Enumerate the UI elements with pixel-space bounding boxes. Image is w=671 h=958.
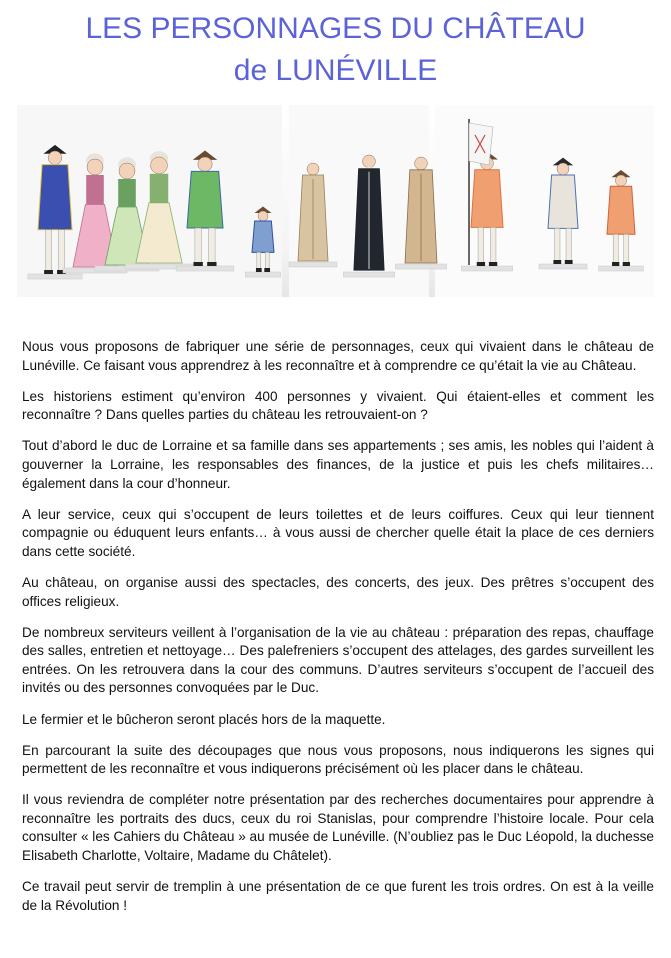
figurine-stand [245,272,280,277]
paragraph: Nous vous proposons de fabriquer une série de personnages, ceux qui vivaient dans le château de Lunéville. Ce faisant vous apprendrez à les reconnaître et à comprendre ce qu’était la vie au Château. [22,339,654,373]
figurine-shoe [565,260,573,264]
paragraph: Il vous reviendra de compléter notre présentation par des recherches documentaires pour apprendre à reconnaître les portraits des ducs, ceux du roi Stanislas, pour comprendre l’histoire locale. Pour cela consulter « les Cahiers du Château » au musée de Lunéville. (N’oubliez pas le Duc Léopold, la duchesse Elisabeth Charlotte, Voltaire, Madame du Châtelet). [22,792,654,864]
figurine-head [615,175,626,186]
figurine-shoe [477,262,485,266]
figurine-stand [289,262,337,267]
figurine-shoe [207,262,216,266]
figurine-leg [45,230,51,271]
paragraph: A leur service, ceux qui s’occupent de leurs toilettes et de leurs coiffures. Ceux qui leur tiennent compagnie ou éduquent leurs enfants… à vous aussi de chercher quelle était la place de ces derniers dans cette société. [22,506,654,559]
figurine-leg [257,252,261,269]
figurine-head [198,157,212,171]
figurine-stand [461,266,512,271]
figurine-bodice [86,175,104,205]
figurine-head [119,163,135,179]
figurine-shoe [489,262,497,266]
paragraph: Le fermier et le bûcheron seront placés hors de la maquette. [22,711,386,727]
figurine-leg [624,234,629,263]
figurine-shoe [193,262,202,266]
figurine-leg [490,227,496,263]
figurine-stand [599,266,644,271]
figurine-leg [555,228,560,261]
figurine-leg [195,228,201,263]
figurine-head [307,163,319,175]
figurine-bodice [118,179,136,207]
figurine-shoe [264,268,270,272]
title-line-1: LES PERSONNAGES DU CHÂTEAU [85,12,586,45]
figurine-leg [58,230,64,271]
body-text [22,338,654,928]
figurine-shoe [612,262,619,266]
figurine-stand [343,272,394,277]
figurines-illustration [17,105,654,297]
figurine-stand [176,266,234,271]
figurine-leg [613,234,618,263]
paragraph: Ce travail peut servir de tremplin à une présentation de ce que furent les trois ordres. On est à la veille de la Révolution ! [22,879,654,913]
figurine-bodice [150,174,168,203]
title-line-2: de LUNÉVILLE [233,54,438,87]
paragraph: Tout d’abord le duc de Lorraine et sa famille dans ses appartements ; ses amis, les nobles qui l’aident à gouverner la Lorraine, les responsables des finances, de la justice et puis les chefs militaires… également dans la cour d’honneur. [22,438,654,491]
paragraph: En parcourant la suite des découpages que nous vous proposons, nous indiquerons les signes qui permettent de les reconnaître et vous indiquerons précisément où les placer dans le château. [22,742,654,777]
figurines-photo [17,105,654,297]
figurine-head [415,157,428,170]
figurine-head [87,159,103,175]
figurine-stand [395,264,446,269]
figurine-head [258,211,268,221]
figurine-leg [265,252,269,269]
figurine-head [48,151,62,165]
figurine-head [557,163,569,175]
paragraph: Au château, on organise aussi des spectacles, des concerts, des jeux. Des prêtres s’occupent des offices religieux. [22,574,654,609]
paragraph: De nombreux serviteurs veillent à l’organisation de la vie au château : préparation des repas, chauffage des salles, entretien et nettoyage… Des palefreniers s’occupent des attelages, des gardes surveillent les entrées. On les retrouvera dans la cour des communs. D’autres serviteurs s’occupent de l’accueil des invités ou des personnes convoquées par le Duc. [22,624,654,696]
figurine-coat [548,175,578,228]
paragraph: Les historiens estiment qu’environ 400 personnes y vivaient. Qui étaient-elles et comment les reconnaître ? Dans quelles parties du château les retrouvaient-on ? [22,388,654,423]
figurine-coat [471,170,503,228]
figurine-leg [566,228,571,261]
flag-banner [469,123,493,165]
figurine-shoe [623,262,630,266]
figurine-leg [209,228,215,263]
figurine-shoe [553,260,561,264]
page-title [0,0,671,92]
figurine-leg [478,227,484,263]
figurine-head [363,155,376,168]
figurine-coat [607,186,635,234]
figurine-stand [28,274,82,279]
figurine-shoe [44,270,53,274]
figurine-head [151,157,168,174]
figurine-stand [539,264,587,269]
figurine-coat [187,171,223,228]
figurine-shoe [256,268,262,272]
figurine-coat [252,221,274,252]
figurine-coat [38,165,72,230]
